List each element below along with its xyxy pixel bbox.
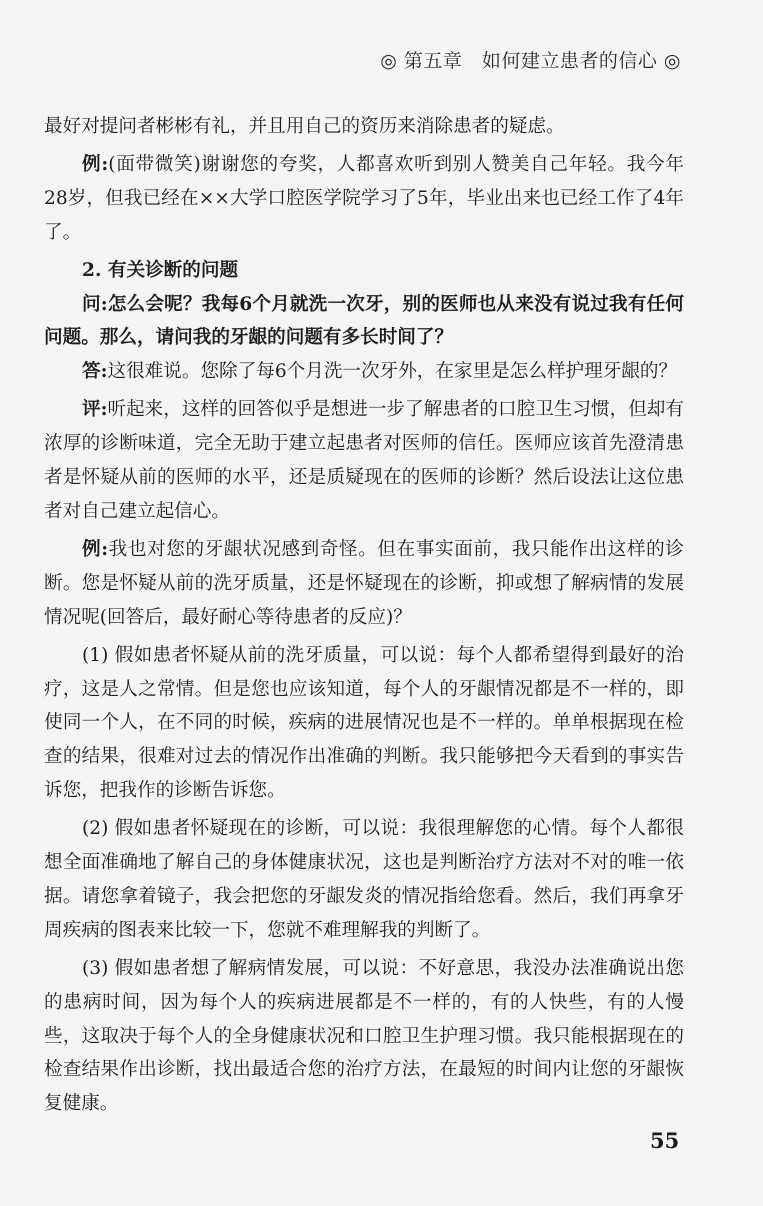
paragraph-comment: 评:听起来，这样的回答似乎是想进一步了解患者的口腔卫生习惯，但却有浓厚的诊断味道，完全无助于建立起患者对医师的信任。医师应该首先澄清患者是怀疑从前的医师的水平，还是质疑现在的医师的诊断？然后设法让这位患者对自己建立起信心。	[44, 399, 684, 522]
paragraph-case-3: (3) 假如患者想了解病情发展，可以说：不好意思，我没办法准确说出您的患病时间，因为每个人的疾病进展都是不一样的，有的人快些，有的人慢些，这取决于每个人的全身健康状况和口腔卫生护理习惯。我只能根据现在的检查结果作出诊断，找出最适合您的治疗方法，在最短的时间内让您的牙龈恢复健康。	[44, 957, 684, 1115]
paragraph-example-1: 例:(面带微笑)谢谢您的夸奖，人都喜欢听到别人赞美自己年轻。我今年28岁，但我已经在××大学口腔医学院学习了5年，毕业出来也已经工作了4年了。	[44, 153, 684, 243]
comment-label: 评:	[82, 399, 108, 421]
paragraph-example-2: 例:我也对您的牙龈状况感到奇怪。但在事实面前，我只能作出这样的诊断。您是怀疑从前的洗牙质量，还是怀疑现在的诊断，抑或想了解病情的发展情况呢(回答后，最好耐心等待患者的反应)？	[44, 538, 684, 628]
answer-label: 答:	[82, 361, 108, 383]
example-label: 例:	[82, 538, 109, 560]
paragraph-question: 问:怎么会呢？我每6个月就洗一次牙，别的医师也从来没有说过我有任何问题。那么，请问我的牙龈的问题有多长时间了？	[44, 293, 684, 349]
question-label: 问:	[82, 293, 108, 315]
page-number: 55	[650, 1128, 680, 1153]
section-heading: 2. 有关诊断的问题	[82, 259, 239, 281]
paragraph-case-2: (2) 假如患者怀疑现在的诊断，可以说：我很理解您的心情。每个人都很想全面准确地了解自己的身体健康状况，这也是判断治疗方法对不对的唯一依据。请您拿着镜子，我会把您的牙龈发炎的情况指给您看。然后，我们再拿牙周疾病的图表来比较一下，您就不难理解我的判断了。	[44, 818, 684, 941]
paragraph-answer: 答:这很难说。您除了每6个月洗一次牙外，在家里是怎么样护理牙龈的？	[82, 361, 678, 383]
example-label: 例:	[82, 153, 109, 175]
running-header: ◎ 第五章 如何建立患者的信心 ◎	[380, 50, 681, 72]
paragraph-case-1: (1) 假如患者怀疑从前的洗牙质量，可以说：每个人都希望得到最好的治疗，这是人之常情。但是您也应该知道，每个人的牙龈情况都是不一样的，即使同一个人，在不同的时候，疾病的进展情况也是不一样的。单单根据现在检查的结果，很难对过去的情况作出准确的判断。我只能够把今天看到的事实告诉您，把我作的诊断告诉您。	[44, 644, 684, 802]
paragraph-continuation: 最好对提问者彬彬有礼，并且用自己的资历来消除患者的疑虑。	[44, 116, 565, 137]
page-body	[44, 110, 684, 1121]
